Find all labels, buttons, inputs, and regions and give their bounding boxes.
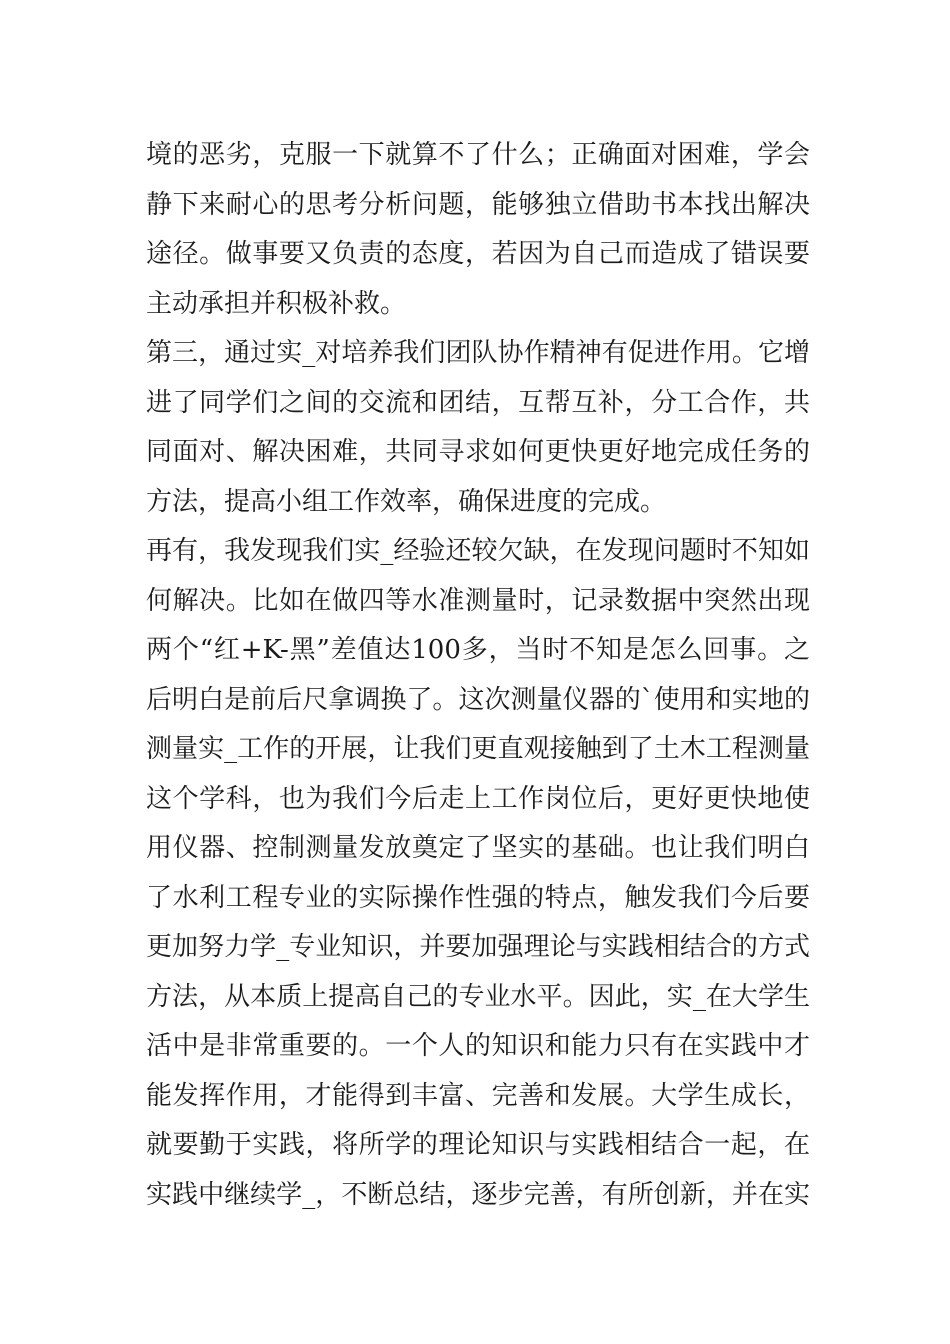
text-line: 方法，从本质上提高自己的专业水平。因此，实_在大学生 [146, 981, 810, 1012]
text-line: 活中是非常重要的。一个人的知识和能力只有在实践中才 [146, 1031, 810, 1061]
text-line: 第三，通过实_对培养我们团队协作精神有促进作用。它增 [146, 338, 810, 368]
text-line: 两个“红+K-黑”差值达100多，当时不知是怎么回事。之 [146, 635, 810, 665]
text-line: 何解决。比如在做四等水准测量时，记录数据中突然出现 [146, 585, 810, 616]
text-line: 同面对、解决困难，共同寻求如何更快更好地完成任务的 [146, 437, 810, 467]
text-line: 方法，提高小组工作效率，确保进度的完成。 [146, 486, 667, 517]
text-line: 用仪器、控制测量发放奠定了坚实的基础。也让我们明白 [146, 833, 810, 863]
text-line: 了水利工程专业的实际操作性强的特点，触发我们今后要 [146, 882, 810, 913]
text-line: 能发挥作用，才能得到丰富、完善和发展。大学生成长， [146, 1080, 810, 1111]
text-line: 境的恶劣，克服一下就算不了什么；正确面对困难，学会 [146, 140, 810, 170]
text-line: 途径。做事要又负责的态度，若因为自己而造成了错误要 [146, 239, 810, 269]
text-line: 主动承担并积极补救。 [146, 288, 407, 319]
text-line: 静下来耐心的思考分析问题，能够独立借助书本找出解决 [146, 189, 810, 220]
text-line: 测量实_工作的开展，让我们更直观接触到了土木工程测量 [146, 734, 810, 764]
text-line: 更加努力学_专业知识，并要加强理论与实践相结合的方式 [146, 932, 810, 962]
text-line: 后明白是前后尺拿调换了。这次测量仪器的`使用和实地的 [146, 684, 810, 715]
text-line: 就要勤于实践，将所学的理论知识与实践相结合一起，在 [146, 1130, 810, 1160]
text-line: 进了同学们之间的交流和团结，互帮互补，分工合作，共 [146, 387, 810, 418]
document-body [146, 131, 810, 1220]
text-line: 再有，我发现我们实_经验还较欠缺，在发现问题时不知如 [146, 536, 810, 566]
text-line: 实践中继续学_，不断总结，逐步完善，有所创新，并在实 [146, 1179, 810, 1210]
text-line: 这个学科，也为我们今后走上工作岗位后，更好更快地使 [146, 783, 810, 814]
